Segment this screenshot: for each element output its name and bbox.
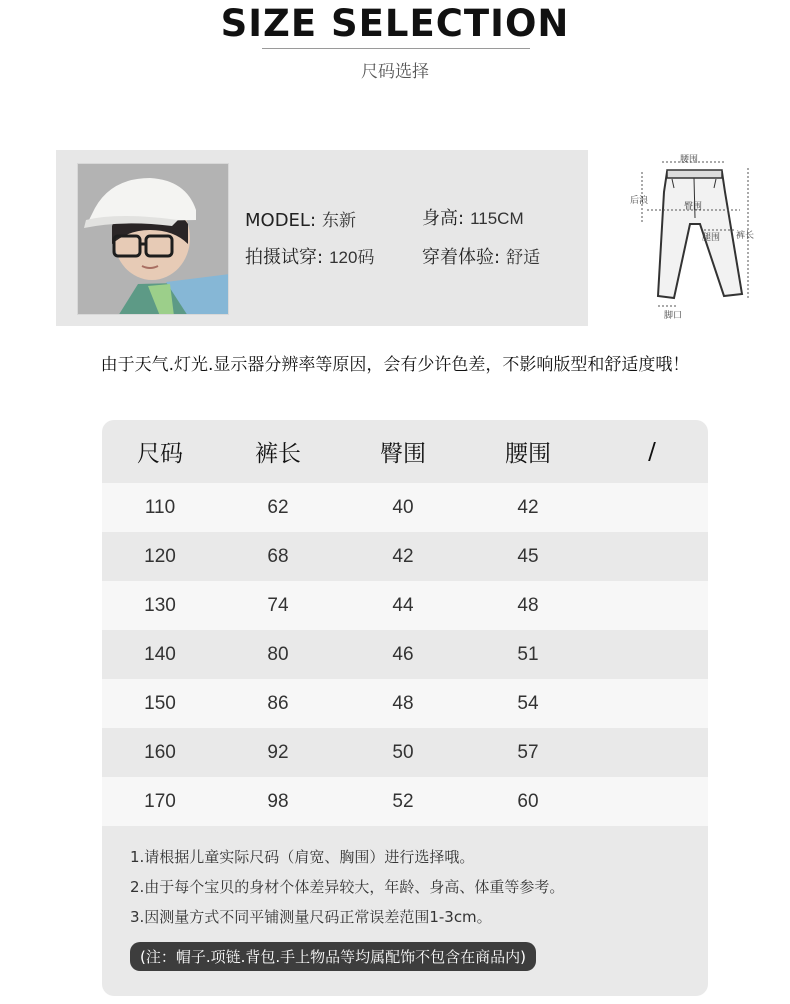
cell-size: 150 [144, 692, 176, 714]
cell-hip: 48 [392, 692, 414, 714]
model-photo [77, 163, 229, 315]
table-row [102, 630, 708, 679]
cell-hip: 44 [392, 594, 414, 616]
model-name-value: 东新 [322, 211, 357, 230]
header-length: 裤长 [255, 441, 301, 467]
model-name-label: MODEL: [245, 210, 317, 231]
diagram-waist-label: 腰围 [680, 155, 699, 165]
cell-waist: 57 [517, 741, 539, 763]
diagram-back-rise-label: 后浪 [630, 196, 649, 206]
cell-hip: 50 [392, 741, 414, 763]
header-hip: 臀围 [380, 441, 426, 467]
table-row [102, 483, 708, 532]
title-divider [262, 48, 530, 49]
model-height [422, 204, 524, 230]
cell-waist: 60 [517, 790, 539, 812]
model-worn-size [245, 243, 374, 269]
cell-length: 86 [267, 692, 289, 714]
model-name [245, 206, 356, 231]
cell-hip: 46 [392, 643, 414, 665]
cell-hip: 52 [392, 790, 414, 812]
cell-size: 120 [144, 545, 176, 567]
diagram-thigh-label: 腿围 [702, 233, 721, 243]
model-info-card [56, 150, 588, 326]
model-height-label: 身高: [422, 208, 465, 229]
cell-size: 160 [144, 741, 176, 763]
cell-waist: 48 [517, 594, 539, 616]
table-row [102, 777, 708, 826]
header-size: 尺码 [137, 441, 183, 467]
table-row [102, 581, 708, 630]
pants-measurement-diagram [612, 152, 782, 324]
model-worn-label: 拍摄试穿: [245, 247, 324, 268]
header-waist: 腰围 [505, 441, 551, 467]
cell-size: 130 [144, 594, 176, 616]
model-fit [422, 243, 540, 269]
model-fit-label: 穿着体验: [422, 247, 501, 268]
cell-length: 98 [267, 790, 289, 812]
cell-length: 68 [267, 545, 289, 567]
cell-size: 110 [144, 496, 176, 518]
cell-waist: 45 [517, 545, 539, 567]
diagram-hip-label: 臀围 [684, 202, 703, 212]
cell-hip: 40 [392, 496, 414, 518]
cell-waist: 42 [517, 496, 539, 518]
diagram-length-label: 裤长 [736, 231, 755, 241]
cell-waist: 54 [517, 692, 539, 714]
table-row [102, 532, 708, 581]
model-worn-value: 120码 [329, 248, 375, 267]
cell-size: 140 [144, 643, 176, 665]
page-title: SIZE SELECTION [220, 2, 570, 45]
cell-size: 170 [144, 790, 176, 812]
size-notes [130, 842, 690, 971]
table-header-row [102, 420, 708, 483]
diagram-hem-label: 脚口 [664, 311, 683, 321]
color-disclaimer: 由于天气.灯光.显示器分辨率等原因，会有少许色差，不影响版型和舒适度哦！ [100, 355, 690, 375]
note-item: 1.请根据儿童实际尺码（肩宽、胸围）进行选择哦。 [130, 848, 475, 866]
size-table [102, 420, 708, 996]
model-fit-value: 舒适 [506, 248, 541, 267]
header-slash: / [648, 438, 656, 465]
page-subtitle: 尺码选择 [361, 62, 429, 82]
accessory-remark-badge: (注：帽子.项链.背包.手上物品等均属配饰不包含在商品内) [130, 942, 536, 971]
cell-length: 62 [267, 496, 289, 518]
model-height-value: 115CM [470, 209, 524, 228]
cell-waist: 51 [517, 643, 539, 665]
note-item: 2.由于每个宝贝的身材个体差异较大，年龄、身高、体重等参考。 [130, 878, 565, 896]
cell-length: 92 [267, 741, 289, 763]
table-row [102, 728, 708, 777]
cell-length: 80 [267, 643, 289, 665]
note-item: 3.因测量方式不同平铺测量尺码正常误差范围1-3cm。 [130, 908, 492, 926]
cell-hip: 42 [392, 545, 414, 567]
cell-length: 74 [267, 594, 289, 616]
table-row [102, 679, 708, 728]
